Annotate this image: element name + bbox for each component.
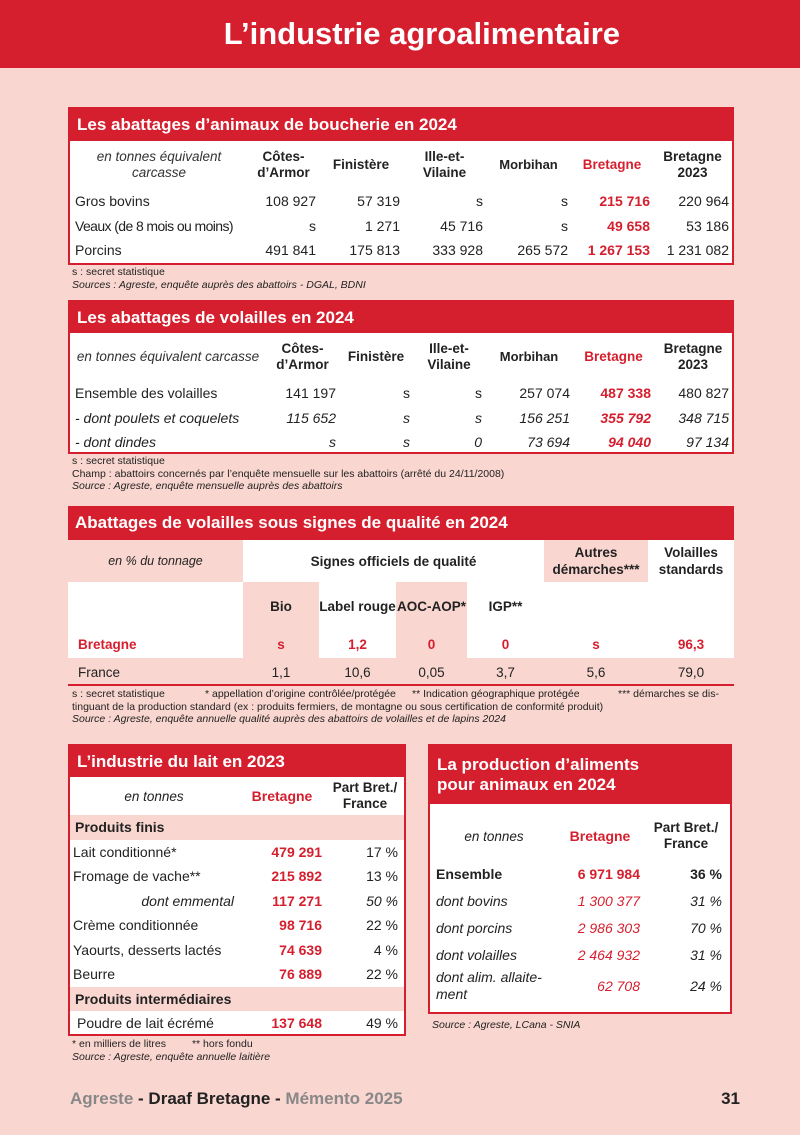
table-row: Gros bovins 108 927 57 319 s s 215 716 220 964 xyxy=(75,193,729,210)
table-row: - dont dindes s s 0 73 694 94 040 97 134 xyxy=(75,434,729,451)
col-header: Finistère xyxy=(332,157,390,172)
table2-header xyxy=(70,333,732,381)
col-header: Bretagne xyxy=(584,349,643,364)
col-header: Ille-et-Vilaine xyxy=(422,149,467,180)
col-header: Côtes-d’Armor xyxy=(257,149,310,180)
col-header: Morbihan xyxy=(499,157,558,172)
feed-title: La production d’aliments pour animaux en 2024 xyxy=(430,746,730,804)
page-number: 31 xyxy=(721,1089,740,1108)
table-row: Beurre 76 889 22 % xyxy=(73,966,398,983)
table-row: Fromage de vache** 215 892 13 % xyxy=(73,868,398,885)
table-row: Poudre de lait écrémé 137 648 49 % xyxy=(77,1015,398,1032)
table-row: Bretagne s 1,2 0 0 s 96,3 xyxy=(68,630,734,658)
col-header: Morbihan xyxy=(499,349,559,364)
table-row: dont bovins 1 300 377 31 % xyxy=(436,892,722,909)
col-header: Bretagne 2023 xyxy=(663,149,722,180)
animal-feed-table xyxy=(428,744,732,1014)
milk-grid: en tonnes Bretagne Part Bret./ France Produits finis Lait conditionné* 479 291 17 % Fromage de vache** 215 892 13 % dont emmental 117 271 50 % Crème conditionnée 98 716 22 % Yaourts, desserts lactés 74 639 4 % Beurre 76 889 22 % Produits intermédiaires Poudre de lait écrémé 137 648 49 % xyxy=(70,777,404,1036)
table-row: Ensemble 6 971 984 36 % xyxy=(436,865,722,882)
feed-grid: en tonnes Bretagne Part Bret./ France Ensemble 6 971 984 36 % dont bovins 1 300 377 31 % dont porcins 2 986 303 70 % dont volailles 2 464 932 31 % dont alim. allaite-ment 62 708 24 % xyxy=(430,812,730,1004)
table-row: - dont poulets et coquelets 115 652 s s 156 251 355 792 348 715 xyxy=(75,409,729,426)
col-header: Ille-et-Vilaine xyxy=(427,341,471,372)
table2-title: Les abattages de volailles en 2024 xyxy=(70,302,732,333)
table1-title: Les abattages d’animaux de boucherie en 2024 xyxy=(70,109,732,141)
milk-industry-table xyxy=(68,744,406,1036)
table-row: Yaourts, desserts lactés 74 639 4 % xyxy=(73,941,398,958)
page-footer: Agreste - Draaf Bretagne - Mémento 2025 31 xyxy=(70,1089,740,1108)
table2-notes: s : secret statistique Champ : abattoirs concernés par l’enquête mensuelle sur les abattoirs (arrêté du 24/11/2008) Source : Agreste, enquête mensuelle auprès des abattoirs xyxy=(72,455,505,493)
table-row: Ensemble des volailles 141 197 s s 257 074 487 338 480 827 xyxy=(75,385,729,402)
table-row: Lait conditionné* 479 291 17 % xyxy=(73,843,398,860)
table3-grid xyxy=(68,540,734,686)
standard-header: Volailles standards xyxy=(648,540,734,582)
table1-grid xyxy=(70,141,732,263)
slaughter-poultry-table xyxy=(68,300,734,454)
table3-title: Abattages de volailles sous signes de qualité en 2024 xyxy=(68,506,734,540)
table2-grid xyxy=(70,333,732,455)
table1-notes: s : secret statistique Sources : Agreste, enquête auprès des abattoirs - DGAL, BDNI xyxy=(72,266,366,291)
table-row: Veaux (de 8 mois ou moins) s 1 271 45 716 s 49 658 53 186 xyxy=(75,217,729,234)
feed-source: Source : Agreste, LCana - SNIA xyxy=(432,1019,581,1031)
col-header: Bretagne 2023 xyxy=(663,341,723,372)
table1-unit: en tonnes équivalent carcasse xyxy=(96,149,222,180)
col-header: Côtes-d’Armor xyxy=(276,341,329,372)
milk-title: L’industrie du lait en 2023 xyxy=(70,746,404,777)
table-row: dont alim. allaite-ment 62 708 24 % xyxy=(436,969,722,1002)
col-header: Finistère xyxy=(347,349,405,364)
poultry-quality-table xyxy=(68,506,734,684)
table-row: dont porcins 2 986 303 70 % xyxy=(436,919,722,936)
page-banner xyxy=(0,0,800,68)
quality-signs-header: Signes officiels de qualité xyxy=(243,540,544,582)
slaughter-animals-table xyxy=(68,107,734,265)
col-header: Bio xyxy=(243,582,319,630)
page-title: L’industrie agroalimentaire xyxy=(223,16,620,51)
col-header: Label rouge xyxy=(319,582,396,630)
col-header: AOC-AOP* xyxy=(396,582,467,630)
table-row: dont volailles 2 464 932 31 % xyxy=(436,946,722,963)
milk-notes: * en milliers de litres ** hors fondu Source : Agreste, enquête annuelle laitière xyxy=(72,1038,271,1063)
table-row: Crème conditionnée 98 716 22 % xyxy=(73,917,398,934)
table-row: Porcins 491 841 175 813 333 928 265 572 1 267 153 1 231 082 xyxy=(75,242,729,259)
table3-bottom-rule xyxy=(68,684,734,686)
other-header: Autres démarches*** xyxy=(544,540,648,582)
table3-unit: en % du tonnage xyxy=(68,540,243,582)
col-header: IGP** xyxy=(467,582,544,630)
col-header: Bretagne xyxy=(582,157,642,172)
table3-notes: s : secret statistique * appellation d’origine contrôlée/protégée ** Indication géographique protégée *** démarches se dis- tinguant de la production standard (ex : produits fermiers, de montagne ou sous certification de conformité produit) Source : Agreste, enquête annuelle qualité auprès des abattoirs de volailles et de lapins 2024 xyxy=(72,688,719,726)
table1-header xyxy=(70,141,732,189)
table-row: dont emmental 117 271 50 % xyxy=(141,892,398,909)
table-row: France 1,1 10,6 0,05 3,7 5,6 79,0 xyxy=(68,658,734,686)
table2-unit: en tonnes équivalent carcasse xyxy=(76,349,260,364)
